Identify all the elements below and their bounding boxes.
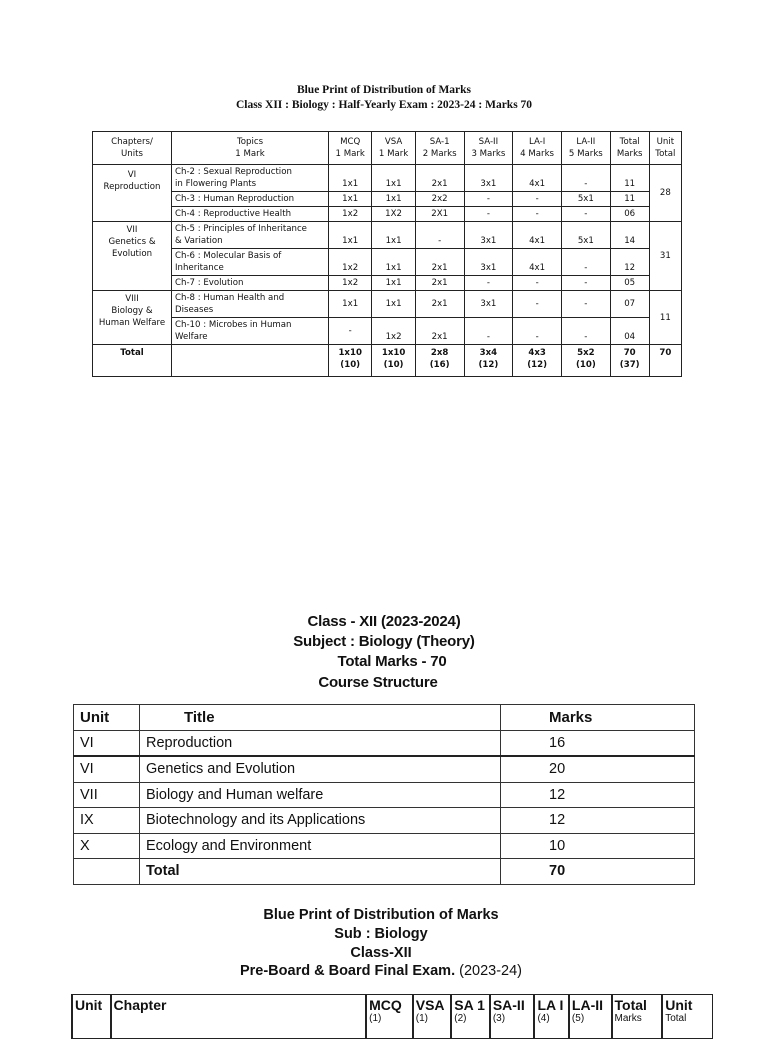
- sa2-cell: 3x1: [464, 291, 513, 318]
- la2-cell: 5x2 (10): [561, 345, 610, 377]
- vsa-cell: 1x1: [372, 291, 415, 318]
- table-row: [93, 318, 682, 345]
- table-row: [93, 192, 682, 207]
- topic-cell: Ch-7 : Evolution: [172, 276, 329, 291]
- marks-cell: 16: [501, 730, 695, 756]
- sa2-cell: 3x4 (12): [464, 345, 513, 377]
- sa1-cell: 2x1: [415, 249, 464, 276]
- topic-cell: Ch-10 : Microbes in Human Welfare: [172, 318, 329, 345]
- table-row: [93, 222, 682, 249]
- la1-cell: -: [513, 291, 562, 318]
- table-row: [93, 249, 682, 276]
- header-la2: LA-II (5): [569, 995, 612, 1039]
- header-sa2: SA-II 3 Marks: [464, 132, 513, 165]
- blueprint2-exam: Pre-Board & Board Final Exam. (2023-24): [239, 963, 523, 979]
- header-mcq: MCQ (1): [366, 995, 413, 1039]
- mcq-cell: 1x2: [329, 276, 372, 291]
- title-cell: Reproduction: [140, 730, 501, 756]
- vsa-cell: 1x1: [372, 249, 415, 276]
- la2-cell: -: [561, 165, 610, 192]
- title-cell: Biotechnology and its Applications: [140, 808, 501, 834]
- total-row: [93, 345, 682, 377]
- mcq-cell: 1x2: [329, 249, 372, 276]
- sa2-cell: -: [464, 318, 513, 345]
- unit-cell: VI Reproduction: [93, 165, 172, 222]
- unit-total-cell: 11: [649, 291, 681, 345]
- vsa-cell: 1X2: [372, 207, 415, 222]
- total-row: [74, 859, 695, 885]
- vsa-cell: 1x1: [372, 165, 415, 192]
- sa2-cell: 3x1: [464, 165, 513, 192]
- table-row: [74, 756, 695, 782]
- sa1-cell: -: [415, 222, 464, 249]
- header-vsa: VSA 1 Mark: [372, 132, 415, 165]
- blueprint2-subject: Sub : Biology: [334, 926, 428, 942]
- unit-cell: X: [74, 833, 140, 859]
- table-row: [74, 808, 695, 834]
- unit-cell: VII Genetics & Evolution: [93, 222, 172, 291]
- header-chapters: Chapters/ Units: [93, 132, 172, 165]
- sa1-cell: 2x1: [415, 165, 464, 192]
- la1-cell: 4x3 (12): [513, 345, 562, 377]
- column-marks: Marks: [501, 705, 695, 731]
- header-la2: LA-II 5 Marks: [561, 132, 610, 165]
- unit-total-cell: 31: [649, 222, 681, 291]
- la1-cell: -: [513, 318, 562, 345]
- course-structure-table: [73, 704, 695, 885]
- total-cell: 12: [610, 249, 649, 276]
- header-la1: LA-I 4 Marks: [513, 132, 562, 165]
- topic-cell: Ch-4 : Reproductive Health: [172, 207, 329, 222]
- la2-cell: 5x1: [561, 192, 610, 207]
- blueprint2-header-row: [72, 995, 713, 1039]
- header-unit-total: Unit Total: [662, 995, 712, 1039]
- column-unit: Unit: [74, 705, 140, 731]
- blueprint2-class: Class-XII: [350, 945, 412, 961]
- title-cell: Biology and Human welfare: [140, 782, 501, 808]
- title-cell: Total: [140, 859, 501, 885]
- unit-cell: VII: [74, 782, 140, 808]
- marks-cell: 12: [501, 808, 695, 834]
- course-header-row: [74, 705, 695, 731]
- blueprint1-table: [92, 131, 682, 377]
- la1-cell: -: [513, 207, 562, 222]
- header-topics: Topics 1 Mark: [172, 132, 329, 165]
- sa2-cell: 3x1: [464, 249, 513, 276]
- course-heading-subject: Subject : Biology (Theory): [293, 633, 475, 650]
- la1-cell: 4x1: [513, 222, 562, 249]
- header-sa1: SA-1 2 Marks: [415, 132, 464, 165]
- topic-cell: Ch-8 : Human Health and Diseases: [172, 291, 329, 318]
- table-row: [74, 730, 695, 756]
- vsa-cell: 1x1: [372, 276, 415, 291]
- course-heading-structure: Course Structure: [318, 674, 438, 691]
- course-heading-marks: Total Marks - 70: [337, 653, 447, 670]
- la2-cell: -: [561, 318, 610, 345]
- la2-cell: -: [561, 276, 610, 291]
- mcq-cell: 1x2: [329, 207, 372, 222]
- table-row: [93, 276, 682, 291]
- unit-total-cell: 70: [649, 345, 681, 377]
- header-la1: LA I (4): [534, 995, 568, 1039]
- blueprint1-header-row: [93, 132, 682, 165]
- blueprint1-subtitle: Class XII : Biology : Half-Yearly Exam : 2023-24 : Marks 70: [235, 99, 533, 111]
- mcq-cell: 1x1: [329, 192, 372, 207]
- vsa-cell: 1x1: [372, 192, 415, 207]
- topic-cell: [172, 345, 329, 377]
- sa1-cell: 2x1: [415, 276, 464, 291]
- unit-cell: IX: [74, 808, 140, 834]
- total-cell: 06: [610, 207, 649, 222]
- mcq-cell: 1x1: [329, 222, 372, 249]
- table-row: [93, 207, 682, 222]
- sa1-cell: 2x8 (16): [415, 345, 464, 377]
- la2-cell: 5x1: [561, 222, 610, 249]
- topic-cell: Ch-6 : Molecular Basis of Inheritance: [172, 249, 329, 276]
- header-mcq: MCQ 1 Mark: [329, 132, 372, 165]
- table-row: [74, 833, 695, 859]
- vsa-cell: 1x10 (10): [372, 345, 415, 377]
- header-chapter: Chapter: [111, 995, 367, 1039]
- topic-cell: Ch-3 : Human Reproduction: [172, 192, 329, 207]
- column-title: Title: [140, 705, 501, 731]
- topic-cell: Ch-5 : Principles of Inheritance & Variation: [172, 222, 329, 249]
- total-cell: 11: [610, 165, 649, 192]
- header-sa2: SA-II (3): [490, 995, 535, 1039]
- title-cell: Ecology and Environment: [140, 833, 501, 859]
- la1-cell: 4x1: [513, 165, 562, 192]
- unit-cell: VIII Biology & Human Welfare: [93, 291, 172, 345]
- header-unit: Unit: [72, 995, 111, 1039]
- mcq-cell: 1x1: [329, 291, 372, 318]
- mcq-cell: 1x10 (10): [329, 345, 372, 377]
- table-row: [93, 165, 682, 192]
- header-unit-total: Unit Total: [649, 132, 681, 165]
- mcq-cell: 1x1: [329, 165, 372, 192]
- sa2-cell: -: [464, 192, 513, 207]
- marks-cell: 20: [501, 756, 695, 782]
- header-total: Total Marks: [610, 132, 649, 165]
- total-cell: 70 (37): [610, 345, 649, 377]
- la1-cell: -: [513, 192, 562, 207]
- blueprint2-table: [71, 994, 713, 1039]
- sa2-cell: 3x1: [464, 222, 513, 249]
- unit-cell: VI: [74, 756, 140, 782]
- blueprint1-title: Blue Print of Distribution of Marks: [296, 84, 472, 96]
- total-cell: 04: [610, 318, 649, 345]
- mcq-cell: -: [329, 318, 372, 345]
- table-row: [74, 782, 695, 808]
- marks-cell: 12: [501, 782, 695, 808]
- la1-cell: 4x1: [513, 249, 562, 276]
- table-row: [93, 291, 682, 318]
- total-cell: 05: [610, 276, 649, 291]
- total-cell: 07: [610, 291, 649, 318]
- total-label: Total: [93, 345, 172, 377]
- blueprint2-title: Blue Print of Distribution of Marks: [263, 907, 499, 923]
- vsa-cell: 1x2: [372, 318, 415, 345]
- unit-cell: VI: [74, 730, 140, 756]
- la1-cell: -: [513, 276, 562, 291]
- unit-cell: [74, 859, 140, 885]
- marks-cell: 10: [501, 833, 695, 859]
- topic-cell: Ch-2 : Sexual Reproduction in Flowering Plants: [172, 165, 329, 192]
- course-heading-class: Class - XII (2023-2024): [307, 613, 461, 630]
- total-cell: 14: [610, 222, 649, 249]
- header-vsa: VSA (1): [413, 995, 452, 1039]
- sa1-cell: 2x2: [415, 192, 464, 207]
- marks-cell: 70: [501, 859, 695, 885]
- title-cell: Genetics and Evolution: [140, 756, 501, 782]
- la2-cell: -: [561, 291, 610, 318]
- la2-cell: -: [561, 207, 610, 222]
- la2-cell: -: [561, 249, 610, 276]
- sa2-cell: -: [464, 207, 513, 222]
- vsa-cell: 1x1: [372, 222, 415, 249]
- sa2-cell: -: [464, 276, 513, 291]
- unit-total-cell: 28: [649, 165, 681, 222]
- header-total: Total Marks: [612, 995, 663, 1039]
- total-cell: 11: [610, 192, 649, 207]
- sa1-cell: 2x1: [415, 291, 464, 318]
- sa1-cell: 2X1: [415, 207, 464, 222]
- header-sa1: SA 1 (2): [451, 995, 490, 1039]
- sa1-cell: 2x1: [415, 318, 464, 345]
